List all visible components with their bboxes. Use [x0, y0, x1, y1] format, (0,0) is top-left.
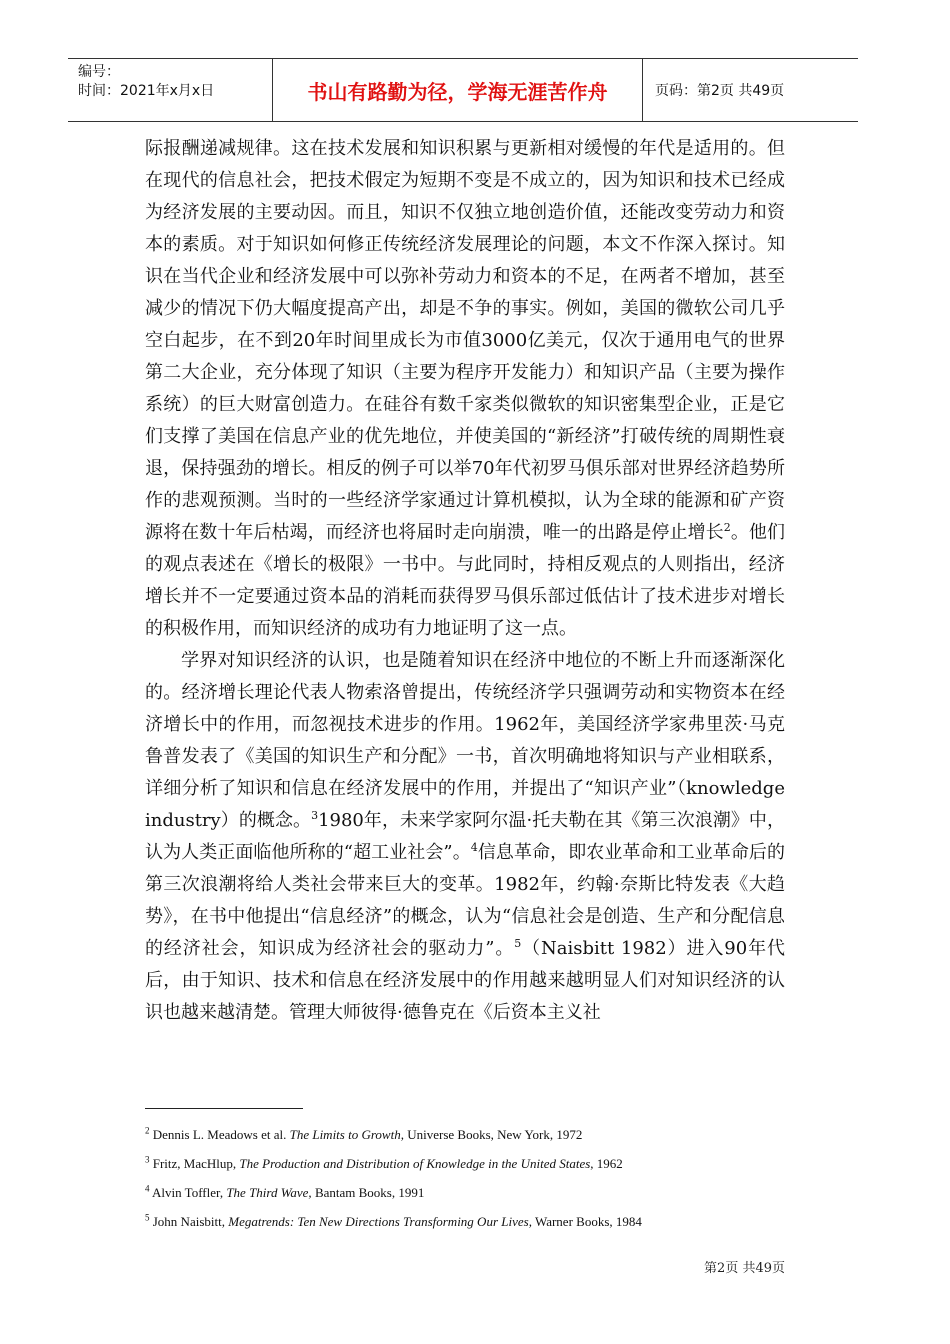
footnote-ref-2[interactable]: 2 — [723, 521, 731, 534]
footnote-item: $^2$ Dennis L. Meadows et al. The Limits to Growth, Universe Books, New York, 1972 — [145, 1125, 583, 1142]
header-motto: 书山有路勤为径，学海无涯苦作舟 — [273, 59, 643, 121]
page-header — [68, 58, 858, 122]
footnote-divider — [145, 1108, 303, 1109]
paragraph-2: 学界对知识经济的认识，也是随着知识在经济中地位的不断上升而逐渐深化的。经济增长理论代表人物索洛曾提出，传统经济学只强调劳动和实物资本在经济增长中的作用，而忽视技术进步的作用。1962年，美国经济学家弗里茨·马克鲁普发表了《美国的知识生产和分配》一书，首次明确地将知识与产业相联系，详细分析了知识和信息在经济发展中的作用，并提出了“知识产业”（knowledge industry）的概念。$^3$1980年，未来学家阿尔温·托夫勒在其《第三次浪潮》中，认为人类正面临他所称的“超工业社会”。$^4$信息革命，即农业革命和工业革命后的第三次浪潮将给人类社会带来巨大的变革。1982年，约翰·奈斯比特发表《大趋势》，在书中他提出“信息经济”的概念，认为“信息社会是创造、生产和分配信息的经济社会，知识成为经济社会的驱动力”。$^5$（Naisbitt 1982）进入90年代后，由于知识、技术和信息在经济发展中的作用越来越明显人们对知识经济的认识也越来越清楚。管理大师彼得·德鲁克在《后资本主义社 — [145, 650, 786, 1023]
body-text — [145, 133, 785, 1029]
footnote-ref-5[interactable]: 5 — [514, 937, 522, 950]
header-page-info: 页码：第2页 共49页 — [655, 83, 785, 99]
footnotes — [145, 1124, 805, 1240]
header-time-label: 时间：2021年x月x日 — [78, 83, 215, 99]
footnote-ref-3[interactable]: 3 — [311, 809, 319, 822]
footnote-item: $^4$ Alvin Toffler, The Third Wave, Bantam Books, 1991 — [145, 1183, 425, 1200]
footnote-item: $^5$ John Naisbitt, Megatrends: Ten New Directions Transforming Our Lives, Warner Books, 1984 — [145, 1212, 642, 1229]
header-number-label: 编号： — [78, 64, 120, 80]
page-footer: 第2页 共49页 — [704, 1261, 785, 1276]
footnote-ref-4[interactable]: 4 — [470, 841, 478, 854]
header-meta — [68, 59, 273, 121]
paragraph-1: 际报酬递减规律。这在技术发展和知识积累与更新相对缓慢的年代是适用的。但在现代的信息社会，把技术假定为短期不变是不成立的，因为知识和技术已经成为经济发展的主要动因。而且，知识不仅独立地创造价值，还能改变劳动力和资本的素质。对于知识如何修正传统经济发展理论的问题，本文不作深入探讨。知识在当代企业和经济发展中可以弥补劳动力和资本的不足，在两者不增加，甚至减少的情况下仍大幅度提高产出，却是不争的事实。例如，美国的微软公司几乎空白起步，在不到20年时间里成长为市值3000亿美元，仅次于通用电气的世界第二大企业，充分体现了知识（主要为程序开发能力）和知识产品（主要为操作系统）的巨大财富创造力。在硅谷有数千家类似微软的知识密集型企业，正是它们支撑了美国在信息产业的优先地位，并使美国的“新经济”打破传统的周期性衰退，保持强劲的增长。相反的例子可以举70年代初罗马俱乐部对世界经济趋势所作的悲观预测。当时的一些经济学家通过计算机模拟，认为全球的能源和矿产资源将在数十年后枯竭，而经济也将届时走向崩溃，唯一的出路是停止增长$^2$。他们的观点表述在《增长的极限》一书中。与此同时，持相反观点的人则指出，经济增长并不一定要通过资本品的消耗而获得罗马俱乐部过低估计了技术进步对增长的积极作用，而知识经济的成功有力地证明了这一点。 — [145, 138, 786, 639]
footnote-item: $^3$ Fritz, MacHlup, The Production and Distribution of Knowledge in the United States, 1962 — [145, 1154, 623, 1171]
